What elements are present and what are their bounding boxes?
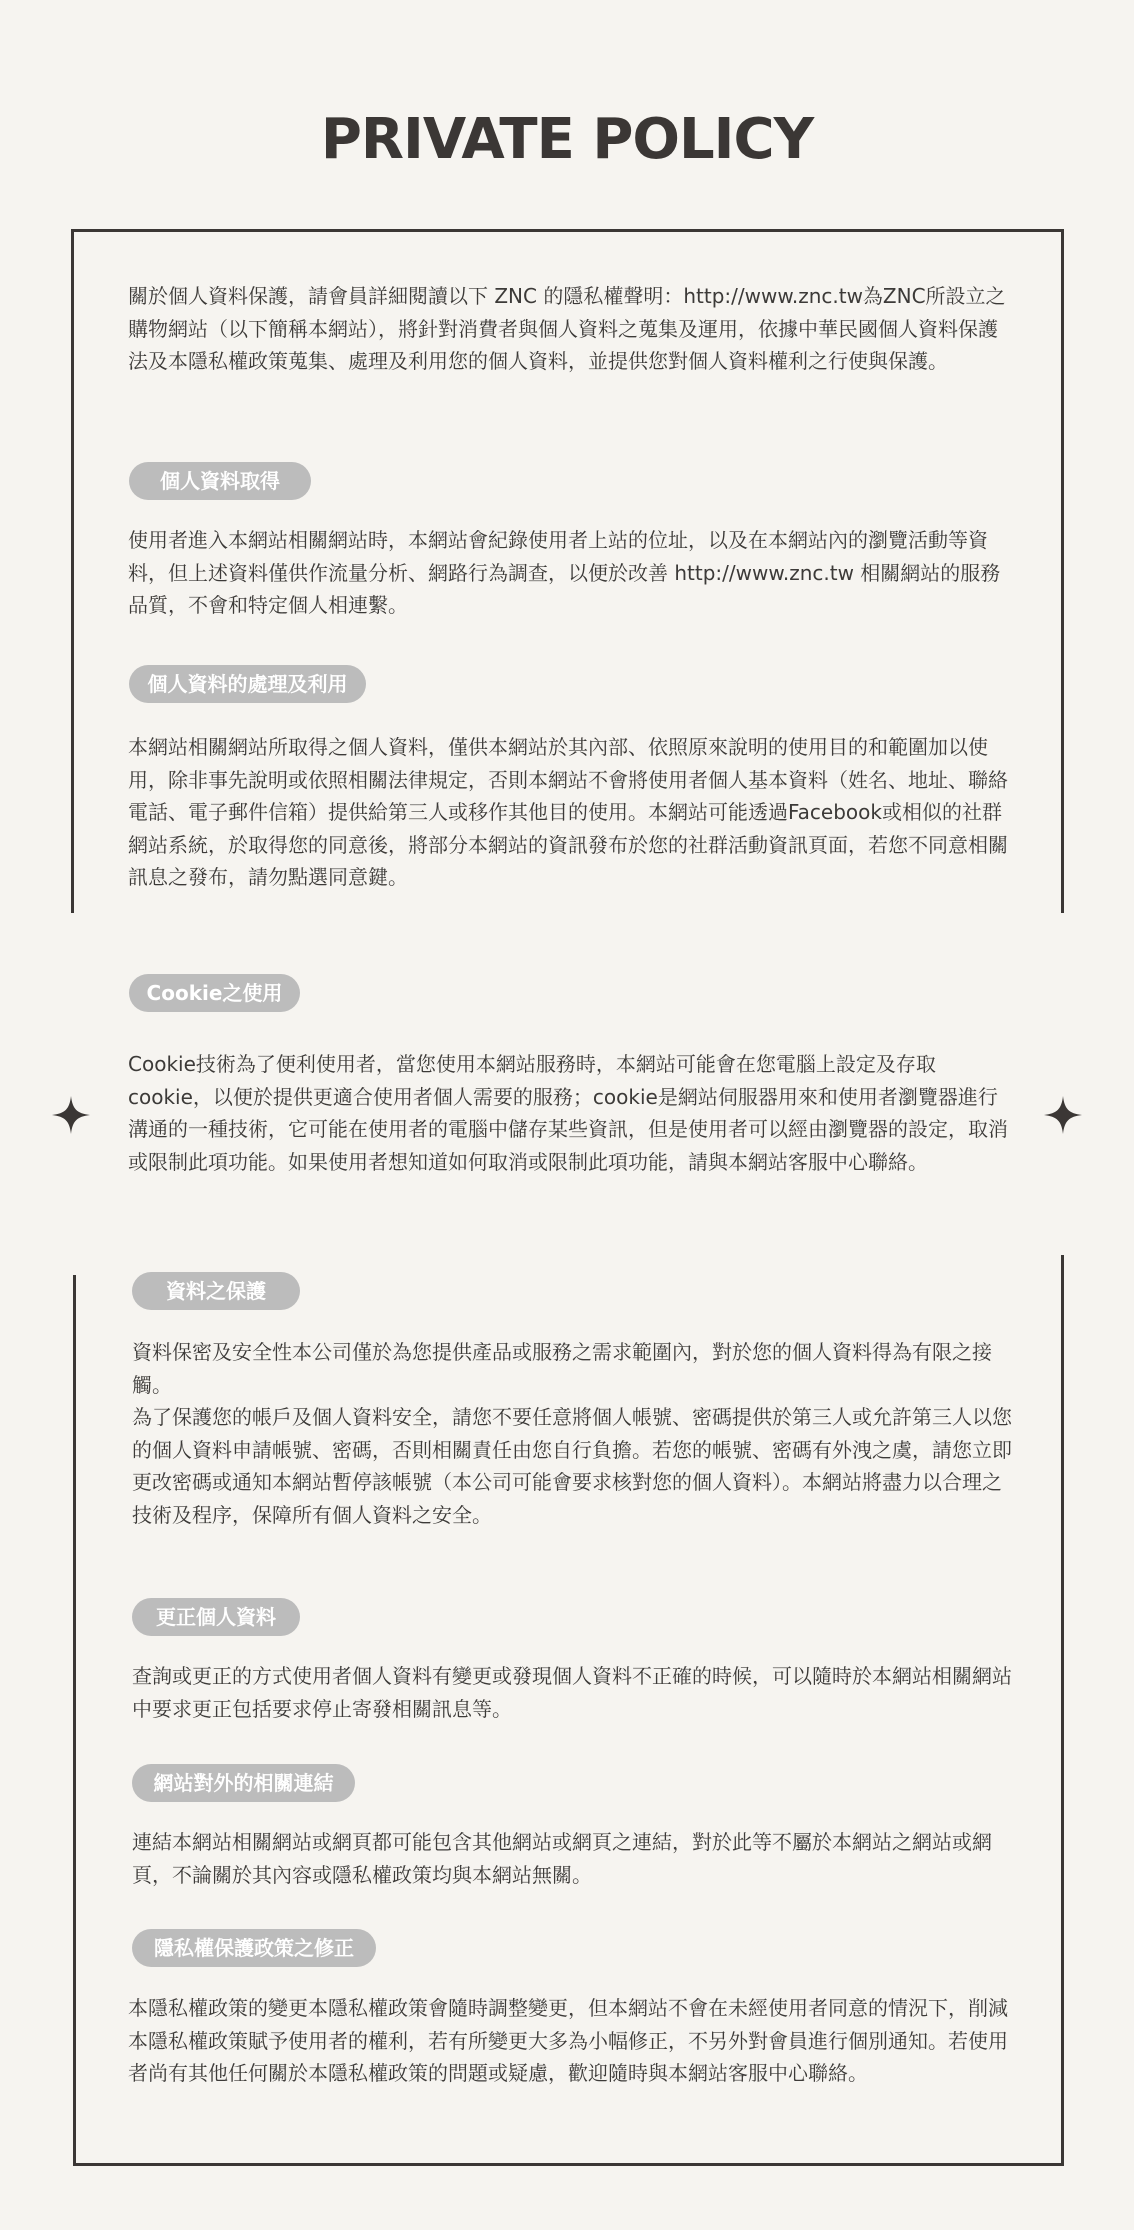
frame-right-line-lower xyxy=(1061,1255,1064,2166)
section-body-personal-data-collection: 使用者進入本網站相關網站時，本網站會紀錄使用者上站的位址，以及在本網站內的瀏覽活動等資料，但上述資料僅供作流量分析、網路行為調查，以便於改善 http://www.znc.tw 相關網站的服務品質，不會和特定個人相連繫。 xyxy=(128,528,1001,617)
frame-left-line-upper xyxy=(71,229,74,913)
frame-right-line-upper xyxy=(1061,229,1064,913)
section-body-data-protection-2: 為了保護您的帳戶及個人資料安全，請您不要任意將個人帳號、密碼提供於第三人或允許第三人以您的個人資料申請帳號、密碼，否則相關責任由您自行負擔。若您的帳號、密碼有外洩之虞，請您立即更改密碼或通知本網站暫停該帳號（本公司可能會要求核對您的個人資料）。本網站將盡力以合理之技術及程序，保障所有個人資料之安全。 xyxy=(132,1405,1012,1527)
intro-paragraph: 關於個人資料保護，請會員詳細閱讀以下 ZNC 的隱私權聲明：http://www.znc.tw為ZNC所設立之購物網站（以下簡稱本網站），將針對消費者與個人資料之蒐集及運用，依據中華民國個人資料保護法及本隱私權政策蒐集、處理及利用您的個人資料，並提供您對個人資料權利之行使與保護。 xyxy=(128,284,1006,373)
page-title: PRIVATE POLICY xyxy=(320,107,814,172)
sparkle-left-icon xyxy=(52,1096,90,1134)
sparkle-right-icon xyxy=(1044,1096,1082,1134)
section-body-correct-data: 查詢或更正的方式使用者個人資料有變更或發現個人資料不正確的時候，可以隨時於本網站相關網站中要求更正包括要求停止寄發相關訊息等。 xyxy=(132,1664,1012,1721)
section-heading-personal-data-collection: 個人資料取得 xyxy=(129,462,311,500)
section-heading-cookie: Cookie之使用 xyxy=(129,974,300,1012)
section-body-external-links: 連結本網站相關網站或網頁都可能包含其他網站或網頁之連結，對於此等不屬於本網站之網站或網頁，不論關於其內容或隱私權政策均與本網站無關。 xyxy=(132,1830,992,1887)
section-body-data-protection: 資料保密及安全性本公司僅於為您提供產品或服務之需求範圍內，對於您的個人資料得為有限之接觸。 xyxy=(132,1340,992,1397)
section-heading-policy-revision: 隱私權保護政策之修正 xyxy=(132,1929,376,1967)
frame-left-line-lower xyxy=(73,1275,76,2166)
section-heading-external-links: 網站對外的相關連結 xyxy=(132,1764,355,1802)
section-body-policy-revision: 本隱私權政策的變更本隱私權政策會隨時調整變更，但本網站不會在未經使用者同意的情況下，削減本隱私權政策賦予使用者的權利，若有所變更大多為小幅修正，不另外對會員進行個別通知。若使用者尚有其他任何關於本隱私權政策的問題或疑慮，歡迎隨時與本網站客服中心聯絡。 xyxy=(128,1996,1008,2085)
section-heading-correct-data: 更正個人資料 xyxy=(132,1598,300,1636)
section-heading-data-processing: 個人資料的處理及利用 xyxy=(129,665,366,703)
frame-bottom-line xyxy=(73,2163,1064,2166)
frame-top-line xyxy=(71,229,1064,232)
section-body-cookie: Cookie技術為了便利使用者，當您使用本網站服務時，本網站可能會在您電腦上設定及存取cookie，以便於提供更適合使用者個人需要的服務；cookie是網站伺服器用來和使用者瀏覽器進行溝通的一種技術，它可能在使用者的電腦中儲存某些資訊，但是使用者可以經由瀏覽器的設定，取消或限制此項功能。如果使用者想知道如何取消或限制此項功能，請與本網站客服中心聯絡。 xyxy=(128,1052,1008,1174)
section-body-data-processing: 本網站相關網站所取得之個人資料，僅供本網站於其內部、依照原來說明的使用目的和範圍加以使用，除非事先說明或依照相關法律規定，否則本網站不會將使用者個人基本資料（姓名、地址、聯絡電話、電子郵件信箱）提供給第三人或移作其他目的使用。本網站可能透過Facebook或相似的社群網站系統，於取得您的同意後，將部分本網站的資訊發布於您的社群活動資訊頁面，若您不同意相關訊息之發布，請勿點選同意鍵。 xyxy=(128,735,1008,889)
section-heading-data-protection: 資料之保護 xyxy=(132,1272,300,1310)
